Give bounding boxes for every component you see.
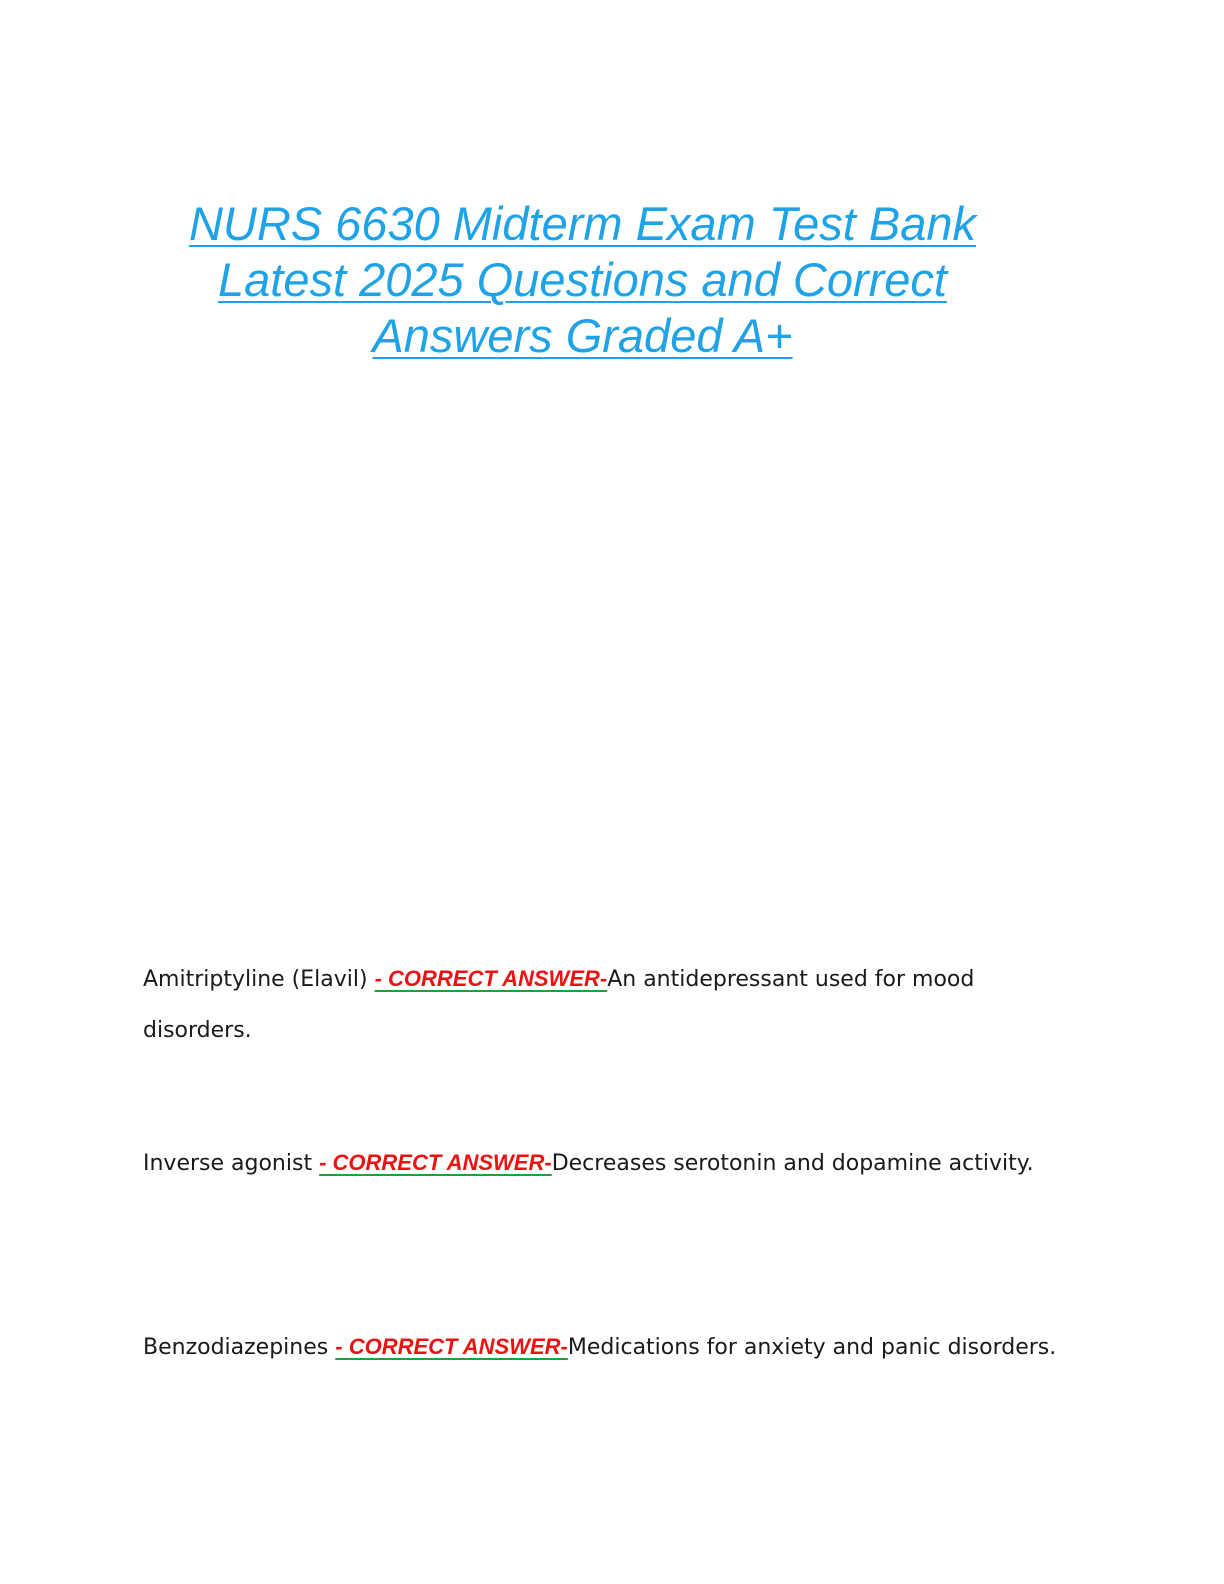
qa-item xyxy=(143,953,1063,1056)
qa-item xyxy=(143,1137,1063,1189)
qa-term: Amitriptyline (Elavil) xyxy=(143,967,368,992)
title-line: NURS 6630 Midterm Exam Test Bank xyxy=(188,197,977,250)
correct-answer-marker: - CORRECT ANSWER- xyxy=(374,966,608,991)
qa-term: Inverse agonist xyxy=(143,1151,313,1176)
document-title xyxy=(150,196,1015,364)
qa-definition: Medications for anxiety and panic disorders. xyxy=(567,1335,1057,1360)
qa-item xyxy=(143,1321,1063,1373)
qa-term: Benzodiazepines xyxy=(143,1335,329,1360)
qa-definition: Decreases serotonin and dopamine activity. xyxy=(551,1151,1034,1176)
correct-answer-marker: - CORRECT ANSWER- xyxy=(319,1150,552,1175)
title-line: Latest 2025 Questions and Correct xyxy=(218,253,947,306)
qa-definition: An antidepressant used for mood disorders. xyxy=(143,967,975,1043)
correct-answer-marker: - CORRECT ANSWER- xyxy=(335,1334,568,1359)
title-line: Answers Graded A+ xyxy=(372,309,793,362)
